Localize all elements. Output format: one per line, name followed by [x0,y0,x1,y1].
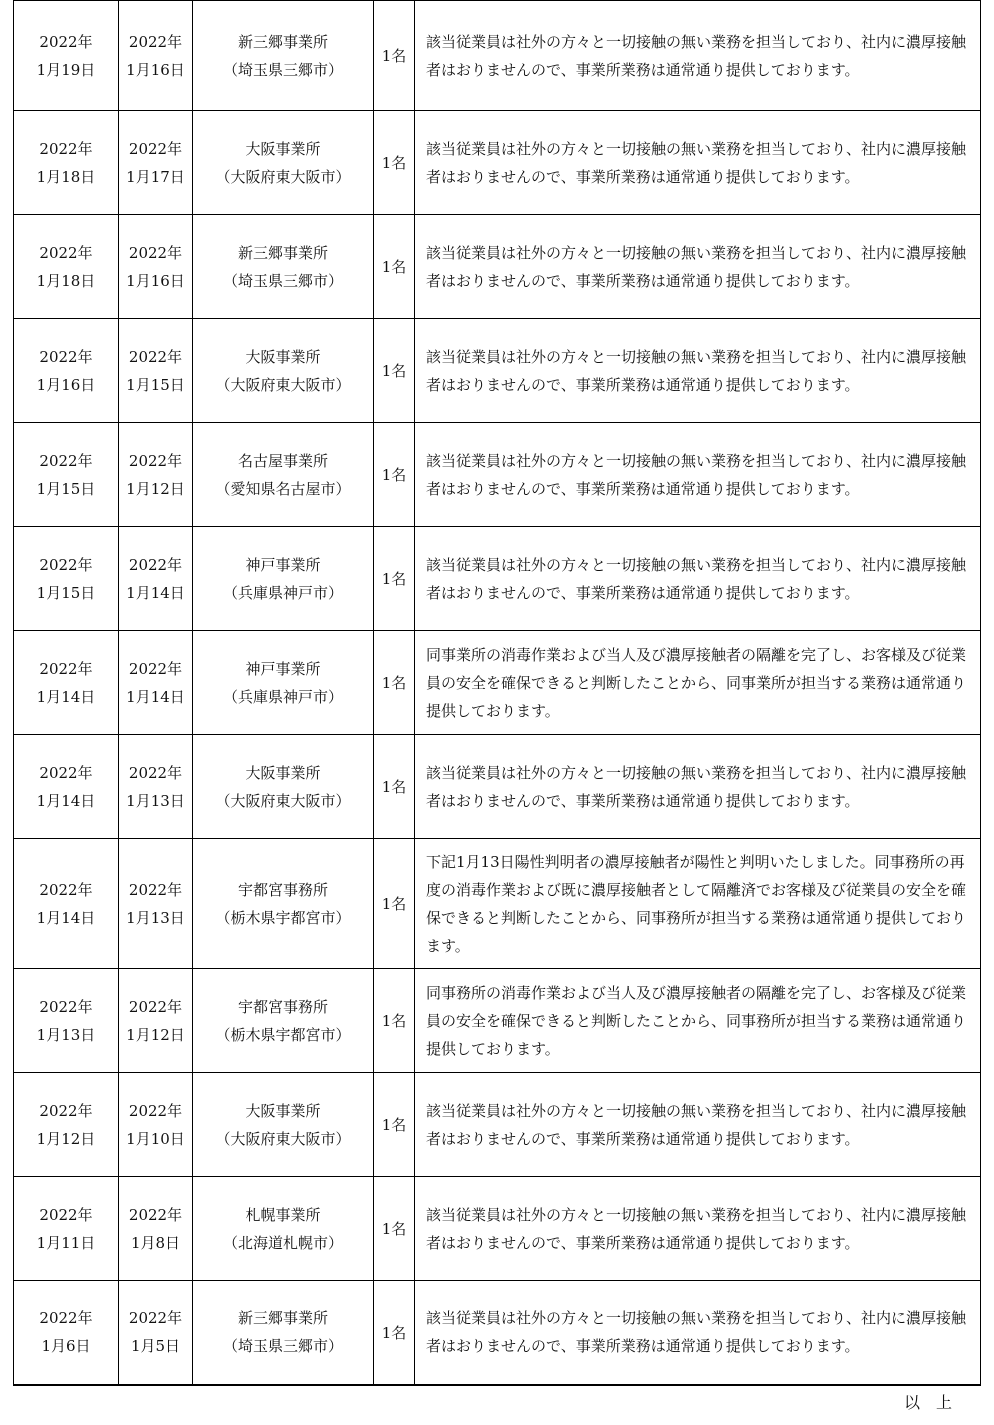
document-sheet [13,0,980,1386]
onset-date-cell-line: 2022年 [128,139,183,158]
report-date-cell-line: 1月18日 [36,271,96,290]
status-note-cell: 該当従業員は社外の方々と一切接触の無い業務を担当しており、社内に濃厚接触者はおりませんので、事業所業務は通常通り提供しております。 [415,1177,981,1281]
records-table [13,0,981,1386]
office-cell [193,527,374,631]
onset-date-cell [119,215,193,319]
onset-date-cell [119,839,193,969]
onset-date-cell-line: 2022年 [128,763,183,782]
onset-date-cell [119,631,193,735]
office-location: （栃木県宇都宮市） [215,908,351,927]
count-cell: 1名 [374,1,415,111]
office-name: 新三郷事業所 [237,1309,328,1328]
report-date-cell-line: 1月13日 [36,1025,96,1044]
report-date-cell [14,631,119,735]
office-location: （北海道札幌市） [222,1233,343,1252]
count-cell: 1名 [374,1177,415,1281]
report-date-cell [14,839,119,969]
status-note-cell: 下記1月13日陽性判明者の濃厚接触者が陽性と判明いたしました。同事務所の再度の消毒作業および既に濃厚接触者として隔離済でお客様及び従業員の安全を確保できると判断したことから、同事務所が担当する業務は通常通り提供しております。 [415,839,981,969]
office-name: 宇都宮事務所 [237,997,328,1016]
onset-date-cell-line: 1月10日 [126,1129,185,1148]
count-cell: 1名 [374,735,415,839]
office-cell [193,319,374,423]
onset-date-cell-line: 1月8日 [130,1233,181,1252]
onset-date-cell [119,1,193,111]
count-cell: 1名 [374,423,415,527]
table-row [14,215,981,319]
office-name: 大阪事業所 [245,1101,321,1120]
report-date-cell-line: 1月11日 [36,1233,96,1252]
onset-date-cell-line: 2022年 [128,880,183,899]
report-date-cell-line: 2022年 [39,555,93,574]
onset-date-cell-line: 1月15日 [126,375,185,394]
status-note-cell: 同事務所の消毒作業および当人及び濃厚接触者の隔離を完了し、お客様及び従業員の安全を確保できると判断したことから、同事務所が担当する業務は通常通り提供しております。 [415,969,981,1073]
report-date-cell [14,1,119,111]
report-date-cell-line: 1月14日 [36,791,96,810]
report-date-cell-line: 2022年 [39,763,93,782]
office-cell [193,215,374,319]
report-date-cell [14,1281,119,1385]
report-date-cell-line: 2022年 [39,243,93,262]
onset-date-cell-line: 1月14日 [126,687,185,706]
report-date-cell [14,1073,119,1177]
table-row [14,1073,981,1177]
report-date-cell-line: 2022年 [39,880,93,899]
onset-date-cell-line: 2022年 [128,555,183,574]
count-cell: 1名 [374,631,415,735]
office-cell [193,969,374,1073]
onset-date-cell-line: 1月13日 [126,908,185,927]
report-date-cell-line: 2022年 [39,32,93,51]
report-date-cell [14,423,119,527]
report-date-cell-line: 2022年 [39,1309,93,1328]
office-cell [193,631,374,735]
onset-date-cell-line: 1月12日 [126,1025,185,1044]
status-note-cell: 該当従業員は社外の方々と一切接触の無い業務を担当しており、社内に濃厚接触者はおりませんので、事業所業務は通常通り提供しております。 [415,1281,981,1385]
count-cell: 1名 [374,215,415,319]
office-cell [193,1177,374,1281]
table-row [14,319,981,423]
office-name: 新三郷事業所 [237,32,328,51]
office-name: 新三郷事業所 [237,243,328,262]
table-row [14,423,981,527]
onset-date-cell [119,319,193,423]
onset-date-cell-line: 1月12日 [126,479,185,498]
office-name: 大阪事業所 [245,347,321,366]
office-name: 神戸事業所 [245,555,321,574]
table-row [14,1,981,111]
onset-date-cell-line: 2022年 [128,243,183,262]
report-date-cell-line: 1月16日 [36,375,96,394]
report-date-cell [14,969,119,1073]
onset-date-cell-line: 2022年 [128,1309,183,1328]
office-location: （愛知県名古屋市） [215,479,351,498]
office-name: 大阪事業所 [245,763,321,782]
count-cell: 1名 [374,527,415,631]
report-date-cell-line: 1月12日 [36,1129,96,1148]
office-location: （埼玉県三郷市） [222,60,343,79]
office-cell [193,1281,374,1385]
office-name: 名古屋事業所 [237,451,328,470]
office-location: （兵庫県神戸市） [222,687,343,706]
table-row [14,527,981,631]
onset-date-cell [119,735,193,839]
onset-date-cell-line: 1月5日 [130,1337,181,1356]
status-note-cell: 該当従業員は社外の方々と一切接触の無い業務を担当しており、社内に濃厚接触者はおりませんので、事業所業務は通常通り提供しております。 [415,1,981,111]
status-note-cell: 該当従業員は社外の方々と一切接触の無い業務を担当しており、社内に濃厚接触者はおりませんので、事業所業務は通常通り提供しております。 [415,111,981,215]
table-row [14,1281,981,1385]
onset-date-cell [119,111,193,215]
report-date-cell-line: 1月14日 [36,908,96,927]
office-cell [193,735,374,839]
count-cell: 1名 [374,1281,415,1385]
report-date-cell-line: 1月6日 [41,1337,91,1356]
onset-date-cell-line: 1月16日 [126,60,185,79]
report-date-cell-line: 1月15日 [36,583,96,602]
office-location: （埼玉県三郷市） [222,1337,343,1356]
office-location: （大阪府東大阪市） [215,375,351,394]
status-note-cell: 該当従業員は社外の方々と一切接触の無い業務を担当しており、社内に濃厚接触者はおりませんので、事業所業務は通常通り提供しております。 [415,215,981,319]
status-note-cell: 該当従業員は社外の方々と一切接触の無い業務を担当しており、社内に濃厚接触者はおりませんので、事業所業務は通常通り提供しております。 [415,527,981,631]
table-row [14,839,981,969]
onset-date-cell-line: 2022年 [128,451,183,470]
office-location: （大阪府東大阪市） [215,1129,351,1148]
office-location: （大阪府東大阪市） [215,791,351,810]
office-location: （栃木県宇都宮市） [215,1025,351,1044]
onset-date-cell-line: 1月17日 [126,167,185,186]
report-date-cell-line: 2022年 [39,997,93,1016]
onset-date-cell-line: 2022年 [128,1101,183,1120]
office-cell [193,1,374,111]
office-name: 神戸事業所 [245,659,321,678]
count-cell: 1名 [374,969,415,1073]
table-row [14,735,981,839]
office-cell [193,423,374,527]
count-cell: 1名 [374,1073,415,1177]
office-name: 大阪事業所 [245,139,321,158]
report-date-cell-line: 2022年 [39,139,93,158]
table-row [14,631,981,735]
onset-date-cell-line: 2022年 [128,32,183,51]
onset-date-cell [119,1177,193,1281]
status-note-cell: 該当従業員は社外の方々と一切接触の無い業務を担当しており、社内に濃厚接触者はおりませんので、事業所業務は通常通り提供しております。 [415,735,981,839]
onset-date-cell-line: 2022年 [128,997,183,1016]
onset-date-cell [119,1073,193,1177]
count-cell: 1名 [374,839,415,969]
status-note-cell: 該当従業員は社外の方々と一切接触の無い業務を担当しており、社内に濃厚接触者はおりませんので、事業所業務は通常通り提供しております。 [415,319,981,423]
onset-date-cell [119,423,193,527]
report-date-cell [14,319,119,423]
report-date-cell-line: 2022年 [39,451,93,470]
report-date-cell-line: 1月19日 [36,60,96,79]
report-date-cell [14,527,119,631]
report-date-cell-line: 1月14日 [36,687,96,706]
closing-mark: 以上 [903,1393,968,1412]
onset-date-cell [119,527,193,631]
report-date-cell-line: 2022年 [39,1205,93,1224]
report-date-cell-line: 2022年 [39,347,93,366]
office-location: （大阪府東大阪市） [215,167,351,186]
office-location: （埼玉県三郷市） [222,271,343,290]
onset-date-cell [119,1281,193,1385]
office-name: 宇都宮事務所 [237,880,328,899]
office-name: 札幌事業所 [245,1205,321,1224]
status-note-cell: 同事業所の消毒作業および当人及び濃厚接触者の隔離を完了し、お客様及び従業員の安全を確保できると判断したことから、同事業所が担当する業務は通常通り提供しております。 [415,631,981,735]
onset-date-cell [119,969,193,1073]
report-date-cell [14,111,119,215]
table-row [14,969,981,1073]
report-date-cell-line: 2022年 [39,1101,93,1120]
report-date-cell-line: 2022年 [39,659,93,678]
report-date-cell [14,215,119,319]
onset-date-cell-line: 2022年 [128,1205,183,1224]
office-cell [193,111,374,215]
table-row [14,1177,981,1281]
status-note-cell: 該当従業員は社外の方々と一切接触の無い業務を担当しており、社内に濃厚接触者はおりませんので、事業所業務は通常通り提供しております。 [415,1073,981,1177]
office-location: （兵庫県神戸市） [222,583,343,602]
report-date-cell [14,735,119,839]
office-cell [193,839,374,969]
onset-date-cell-line: 2022年 [128,659,183,678]
office-cell [193,1073,374,1177]
count-cell: 1名 [374,111,415,215]
records-table-body [14,1,981,1385]
table-row [14,111,981,215]
report-date-cell-line: 1月18日 [36,167,96,186]
onset-date-cell-line: 2022年 [128,347,183,366]
onset-date-cell-line: 1月16日 [126,271,185,290]
onset-date-cell-line: 1月13日 [126,791,185,810]
onset-date-cell-line: 1月14日 [126,583,185,602]
report-date-cell [14,1177,119,1281]
count-cell: 1名 [374,319,415,423]
status-note-cell: 該当従業員は社外の方々と一切接触の無い業務を担当しており、社内に濃厚接触者はおりませんので、事業所業務は通常通り提供しております。 [415,423,981,527]
report-date-cell-line: 1月15日 [36,479,96,498]
